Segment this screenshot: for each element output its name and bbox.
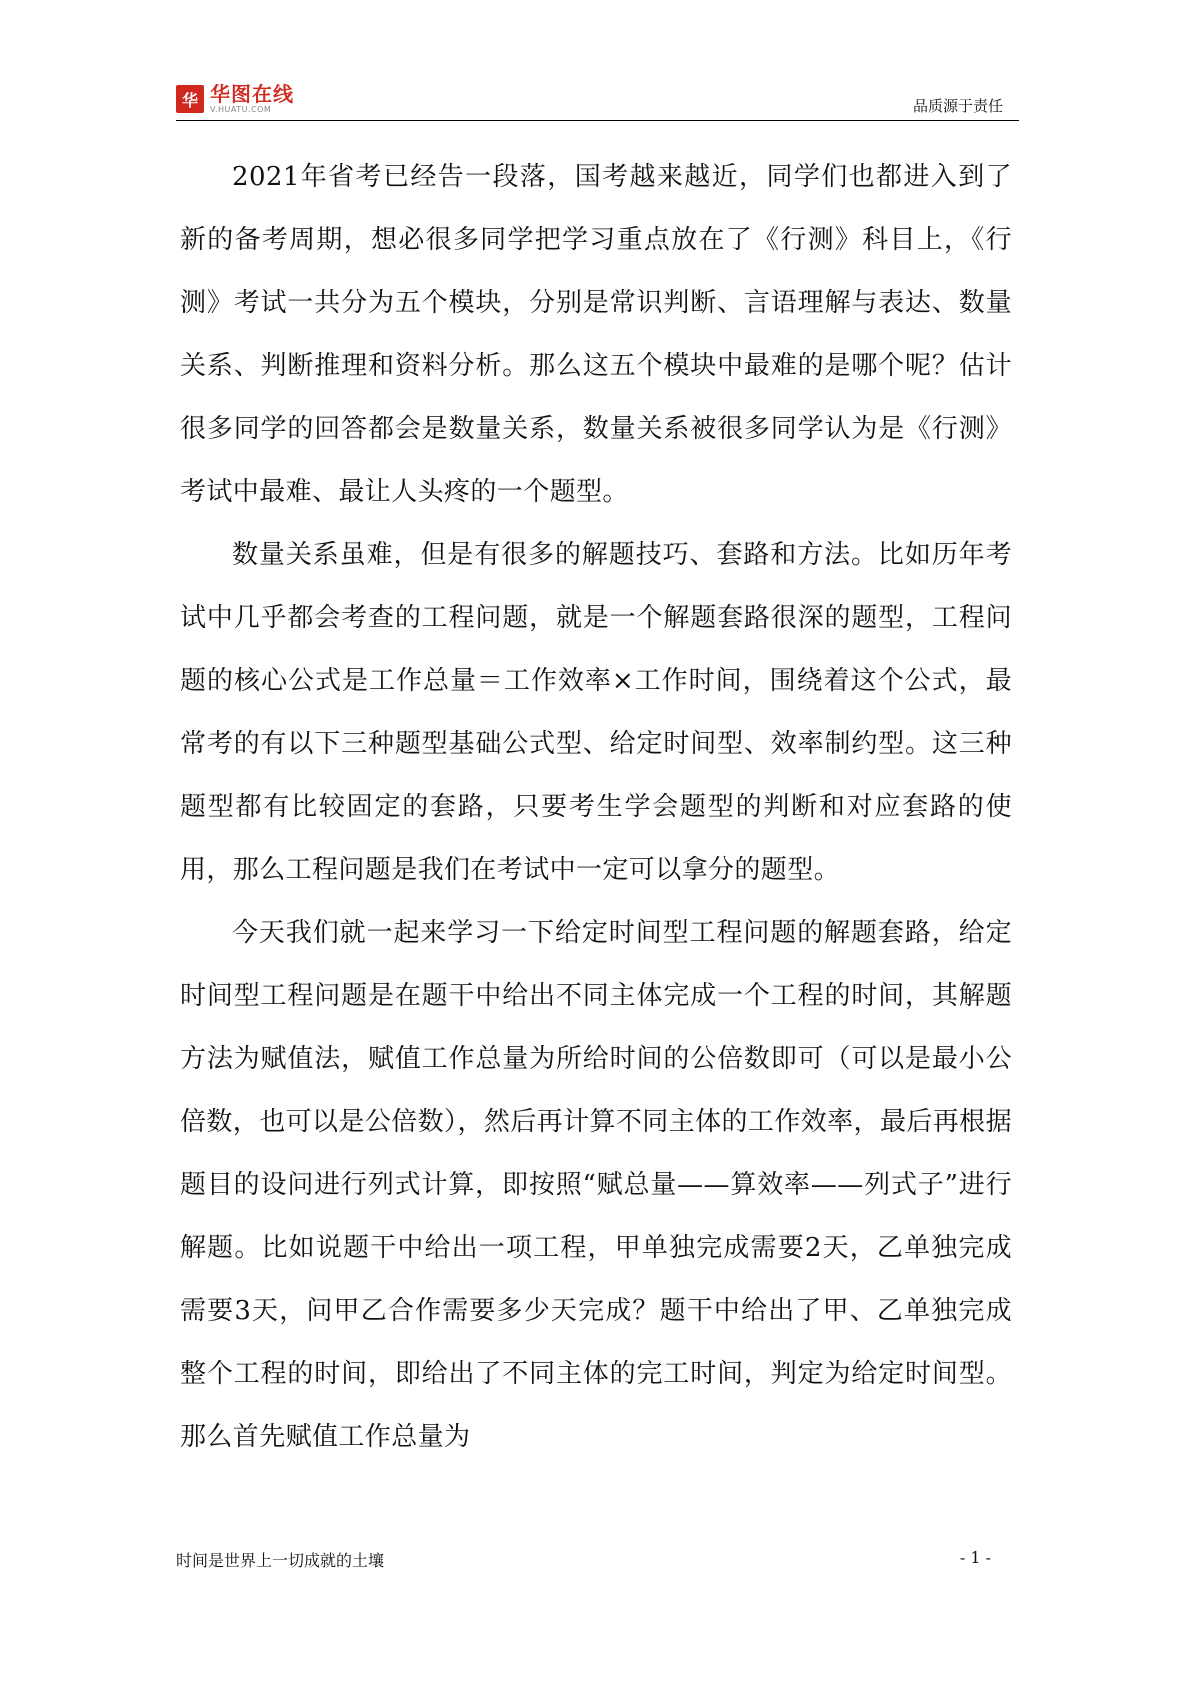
header-motto: 品质源于责任 bbox=[912, 97, 1003, 115]
paragraph-given-time: 今天我们就一起来学习一下给定时间型工程问题的解题套路，给定时间型工程问题是在题干中给出不同主体完成一个工程的时间，其解题方法为赋值法，赋值工作总量为所给时间的公倍数即可（可以是最小公倍数，也可以是公倍数），然后再计算不同主体的工作效率，最后再根据题目的设问进行列式计算，即按照“赋总量——算效率——列式子”进行解题。比如说题干中给出一项工程，甲单独完成需要2天，乙单独完成需要3天，问甲乙合作需要多少天完成？题干中给出了甲、乙单独完成整个工程的时间，即给出了不同主体的完工时间，判定为给定时间型。那么首先赋值工作总量为 bbox=[180, 918, 1012, 1452]
page-header bbox=[176, 80, 1019, 121]
huatu-logo bbox=[176, 84, 294, 114]
paragraph-techniques: 数量关系虽难，但是有很多的解题技巧、套路和方法。比如历年考试中几乎都会考查的工程问题，就是一个解题套路很深的题型，工程问题的核心公式是工作总量＝工作效率×工作时间，围绕着这个公式，最常考的有以下三种题型基础公式型、给定时间型、效率制约型。这三种题型都有比较固定的套路，只要考生学会题型的判断和对应套路的使用，那么工程问题是我们在考试中一定可以拿分的题型。 bbox=[180, 540, 1012, 885]
logo-url: V.HUATU.COM bbox=[210, 105, 272, 114]
paragraph-intro: 2021年省考已经告一段落，国考越来越近，同学们也都进入到了新的备考周期，想必很多同学把学习重点放在了《行测》科目上，《行测》考试一共分为五个模块，分别是常识判断、言语理解与表达、数量关系、判断推理和资料分析。那么这五个模块中最难的是哪个呢？估计很多同学的回答都会是数量关系，数量关系被很多同学认为是《行测》考试中最难、最让人头疼的一个题型。 bbox=[180, 162, 1012, 507]
logo-name: 华图在线 bbox=[210, 82, 294, 106]
document-body bbox=[180, 146, 1012, 1469]
page-number: - 1 - bbox=[959, 1548, 991, 1567]
logo-text bbox=[210, 84, 294, 114]
footer-slogan: 时间是世界上一切成就的土壤 bbox=[176, 1551, 385, 1570]
logo-mark-icon: 华 bbox=[176, 85, 204, 113]
